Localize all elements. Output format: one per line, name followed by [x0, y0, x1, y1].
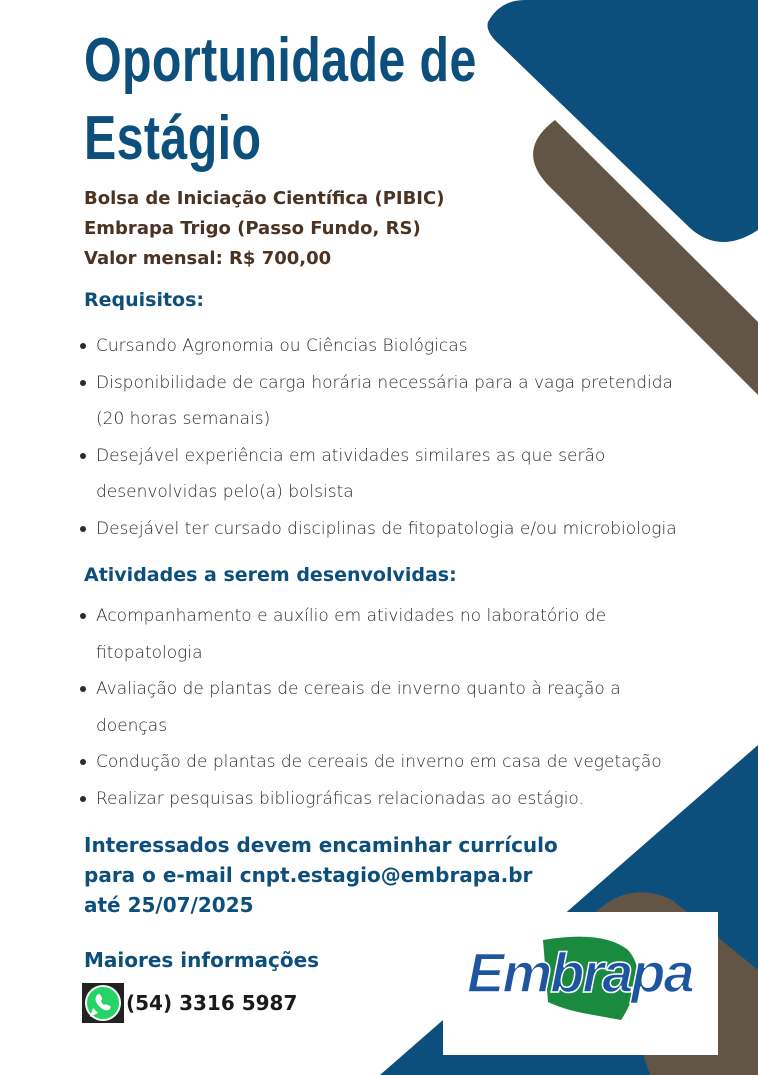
embrapa-logo [443, 912, 718, 1055]
list-item-text: Disponibilidade de carga horária necessária para a vaga pretendida [96, 372, 673, 393]
list-item [96, 671, 662, 744]
list-item-text: Condução de plantas de cereais de inverno em casa de vegetação [96, 752, 662, 772]
list-item-text: Cursando Agronomia ou Ciências Biológicas [96, 336, 468, 356]
list-item [96, 598, 662, 671]
list-item-text: Acompanhamento e auxílio em atividades no laboratório de [96, 606, 607, 626]
scholarship-type: Bolsa de Iniciação Científica (PIBIC) [84, 188, 445, 209]
list-item-text: desenvolvidas pelo(a) bolsista [96, 482, 354, 502]
cta-deadline: até 25/07/2025 [84, 893, 254, 917]
more-info-heading: Maiores informações [84, 948, 320, 972]
scholarship-location: Embrapa Trigo (Passo Fundo, RS) [84, 218, 421, 239]
scholarship-summary [84, 184, 444, 274]
phone-contact [82, 983, 297, 1023]
phone-number: (54) 3316 5987 [126, 991, 298, 1015]
list-item-text: (20 horas semanais) [96, 409, 271, 429]
cta-line-1: Interessados devem encaminhar currículo [84, 833, 558, 857]
list-item [96, 511, 677, 548]
activities-list [96, 598, 662, 817]
whatsapp-icon-box [82, 983, 124, 1023]
list-item-text: Realizar pesquisas bibliográficas relacionadas ao estágio. [96, 788, 584, 809]
list-item-text: Avaliação de plantas de cereais de inverno quanto à reação a [96, 679, 621, 699]
embrapa-logo-mark [443, 912, 718, 1055]
requirements-list [96, 328, 677, 547]
whatsapp-icon [84, 984, 122, 1022]
application-instructions [84, 830, 558, 920]
list-item [96, 328, 677, 365]
activities-heading: Atividades a serem desenvolvidas: [84, 564, 457, 586]
logo-wordmark: Embrapa [467, 941, 693, 1004]
cta-line-2: para o e-mail cnpt.estagio@embrapa.br [84, 863, 533, 887]
title-line-1: Oportunidade de [84, 26, 477, 95]
poster-title [84, 22, 477, 178]
list-item [96, 781, 662, 818]
list-item [96, 438, 677, 511]
list-item [96, 365, 677, 438]
list-item-text: doenças [96, 715, 168, 736]
requirements-heading: Requisitos: [84, 289, 205, 311]
scholarship-value: Valor mensal: R$ 700,00 [84, 248, 332, 269]
list-item [96, 744, 662, 781]
list-item-text: Desejável experiência em atividades similares as que serão [96, 445, 606, 466]
list-item-text: fitopatologia [96, 642, 203, 663]
list-item-text: Desejável ter cursado disciplinas de fitopatologia e/ou microbiologia [96, 518, 677, 539]
title-line-2: Estágio [84, 104, 262, 173]
